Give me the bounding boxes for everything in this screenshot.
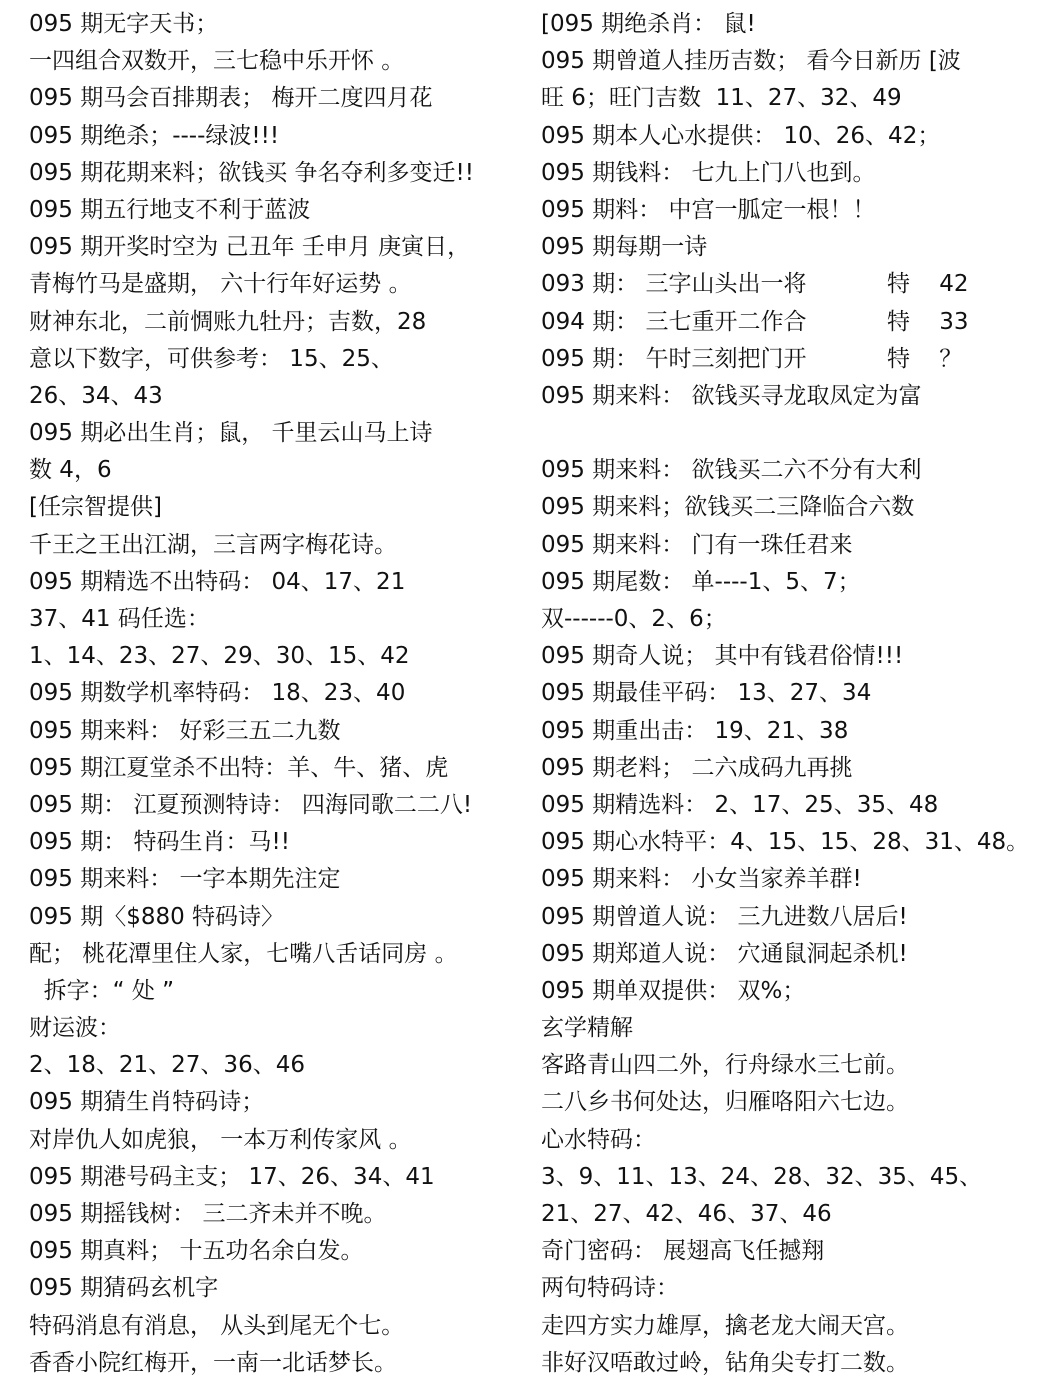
left-text-line: 数 4，6 (29, 457, 112, 484)
left-text-line: 095 期精选不出特码： 04、17、21 (29, 568, 406, 595)
right-text-line: 094 期： 三七重开二作合 特 33 (541, 308, 969, 335)
right-text-line: 095 期曾道人说： 三九进数八居后! (541, 903, 908, 930)
right-text-line: 095 期钱料： 七九上门八也到。 (541, 159, 876, 186)
right-text-line: 095 期来料： 欲钱买二六不分有大利 (541, 457, 922, 484)
blank-line (541, 415, 1036, 452)
right-text-line: 095 期精选料： 2、17、25、35、48 (541, 791, 939, 818)
left-text-line: 26、34、43 (29, 382, 163, 409)
right-text-line: 095 期最佳平码： 13、27、34 (541, 680, 872, 707)
right-text-line: 095 期料： 中宫一胍定一根！！ (541, 196, 876, 223)
left-text-line: 095 期必出生肖；鼠， 千里云山马上诗 (29, 420, 433, 447)
right-text-line: 095 期重出击： 19、21、38 (541, 717, 849, 744)
left-text-line: 37、41 码任选： (29, 606, 210, 632)
left-text-line: 青梅竹马是盛期， 六十行年好运势 。 (29, 271, 412, 298)
left-text-line: 095 期〈$880 特码诗〉 (29, 903, 285, 930)
left-column (29, 6, 524, 1382)
right-text-line: 二八乡书何处达，归雁咯阳六七边。 (541, 1089, 909, 1116)
left-text-line: 095 期： 特码生肖：马!! (29, 829, 290, 856)
right-text-line: [095 期绝杀肖： 鼠! (541, 11, 756, 37)
left-text-line: 配； 桃花潭里住人家，七嘴八舌话同房 。 (29, 940, 458, 967)
left-text-line: 1、14、23、27、29、30、15、42 (29, 643, 410, 670)
right-text-line: 奇门密码： 展翅高飞任撼翔 (541, 1238, 825, 1265)
left-text-line: 095 期猜码玄机字 (29, 1275, 219, 1302)
right-text-line: 095 期奇人说； 其中有钱君俗情!!! (541, 643, 904, 670)
right-text-line: 095 期来料： 小女当家养羊群! (541, 866, 862, 893)
right-text-line: 两句特码诗： (541, 1275, 679, 1302)
left-text-line: 095 期真料； 十五功名余白发。 (29, 1238, 364, 1265)
right-text-line: 旺 6；旺门吉数 11、27、32、49 (541, 85, 902, 112)
right-text-line: 客路青山四二外，行舟绿水三七前。 (541, 1052, 909, 1079)
left-text-line: 2、18、21、27、36、46 (29, 1052, 305, 1079)
right-text-line: 玄学精解 (541, 1015, 633, 1042)
right-text-line: 095 期本人心水提供： 10、26、42； (541, 122, 941, 149)
left-text-line: 千王之王出江湖，三言两字梅花诗。 (29, 531, 397, 558)
right-text-line: 3、9、11、13、24、28、32、35、45、 (541, 1163, 983, 1190)
right-text-line: 095 期郑道人说： 穴通鼠洞起杀机! (541, 940, 908, 967)
right-text-line: 走四方实力雄厚，擒老龙大闹天宫。 (541, 1312, 909, 1339)
right-column (541, 6, 1036, 1382)
right-text-line: 095 期老料； 二六成码九再挑 (541, 754, 853, 781)
right-text-line: 心水特码： (541, 1126, 656, 1153)
left-text-line: 财运波： (29, 1015, 121, 1042)
left-text-line: 095 期来料： 一字本期先注定 (29, 866, 341, 893)
left-text-line: 095 期开奖时空为 己丑年 壬申月 庚寅日， (29, 234, 471, 261)
right-text-line: 095 期来料；欲钱买二三降临合六数 (541, 494, 915, 521)
left-text-line: 095 期无字天书； (29, 11, 219, 37)
left-text-line: [任宗智提供] (29, 494, 162, 521)
left-text-line: 095 期江夏堂杀不出特：羊、牛、猪、虎 (29, 754, 449, 781)
right-text-line: 095 期： 午时三刻把门开 特 ？ (541, 345, 963, 372)
right-text-line: 21、27、42、46、37、46 (541, 1201, 832, 1227)
left-text-line: 财神东北，二前惆账九牡丹；吉数，28 (29, 308, 427, 335)
left-text-line: 095 期： 江夏预测特诗： 四海同歌二二八! (29, 791, 473, 818)
right-text-line: 093 期： 三字山头出一将 特 42 (541, 271, 969, 298)
right-text-line: 非好汉唔敢过岭，钻角尖专打二数。 (541, 1349, 909, 1376)
left-text-line: 095 期数学机率特码： 18、23、40 (29, 680, 406, 707)
left-text-line: 香香小院红梅开，一南一北话梦长。 (29, 1349, 397, 1376)
left-text-line: 特码消息有消息， 从头到尾无个七。 (29, 1312, 405, 1339)
left-text-line: 095 期来料： 好彩三五二九数 (29, 717, 341, 744)
right-text-line: 095 期单双提供： 双%； (541, 977, 806, 1004)
left-text-line: 095 期绝杀；----绿波!!! (29, 122, 280, 149)
left-text-line: 095 期猜生肖特码诗； (29, 1089, 265, 1116)
right-text-line: 095 期来料： 欲钱买寻龙取凤定为富 (541, 382, 922, 409)
left-text-line: 拆字：“ 处 ” (29, 977, 175, 1004)
right-text-line: 095 期尾数： 单----1、5、7； (541, 568, 861, 595)
left-text-line: 095 期花期来料；欲钱买 争名夺利多变迁!! (29, 159, 474, 186)
left-text-line: 对岸仇人如虎狼， 一本万利传家风 。 (29, 1126, 412, 1153)
left-text-line: 意以下数字，可供参考： 15、25、 (29, 345, 394, 372)
left-text-line: 095 期摇钱树： 三二齐未并不晚。 (29, 1201, 387, 1227)
right-text-line: 095 期心水特平：4、15、15、28、31、48。 (541, 829, 1030, 856)
right-text-line: 095 期来料： 门有一珠任君来 (541, 531, 853, 558)
right-text-line: 095 期曾道人挂历吉数； 看今日新历 [波 (541, 48, 961, 75)
left-text-line: 一四组合双数开，三七稳中乐开怀 。 (29, 48, 405, 75)
right-text-line: 095 期每期一诗 (541, 234, 708, 261)
left-text-line: 095 期五行地支不利于蓝波 (29, 196, 311, 223)
right-text-line: 双------0、2、6； (541, 606, 727, 632)
left-text-line: 095 期港号码主支； 17、26、34、41 (29, 1163, 435, 1190)
left-text-line: 095 期马会百排期表； 梅开二度四月花 (29, 85, 433, 112)
